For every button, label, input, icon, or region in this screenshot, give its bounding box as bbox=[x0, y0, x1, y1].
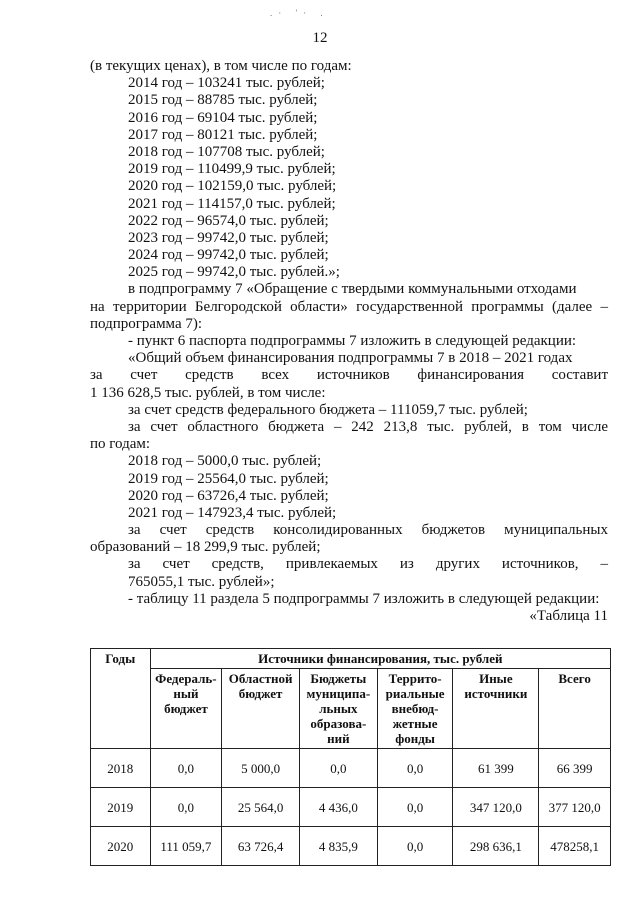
cell-other: 298 636,1 bbox=[453, 827, 539, 866]
table-row bbox=[91, 788, 611, 827]
text-line: - пункт 6 паспорта подпрограммы 7 изложить в следующей редакции: bbox=[128, 333, 577, 349]
text-line: (в текущих ценах), в том числе по годам: bbox=[90, 58, 352, 74]
text-line: 765055,1 тыс. рублей»; bbox=[128, 573, 275, 590]
text-line: 2022 год – 96574,0 тыс. рублей; bbox=[128, 212, 329, 229]
table-subheader-row bbox=[91, 669, 611, 749]
table-caption: «Таблица 11 bbox=[529, 608, 608, 624]
text-line: 2016 год – 69104 тыс. рублей; bbox=[128, 109, 318, 126]
header-years: Годы bbox=[91, 649, 151, 749]
header-other-sources: Иные источники bbox=[453, 669, 539, 749]
cell-federal: 0,0 bbox=[150, 749, 222, 788]
text-line: 2015 год – 88785 тыс. рублей; bbox=[128, 92, 318, 109]
header-sources: Источники финансирования, тыс. рублей bbox=[150, 649, 610, 669]
text-line: 2018 год – 5000,0 тыс. рублей; bbox=[128, 453, 322, 470]
text-line: 2020 год – 63726,4 тыс. рублей; bbox=[128, 487, 329, 504]
text-line: 2019 год – 25564,0 тыс. рублей; bbox=[128, 470, 329, 487]
header-total: Всего bbox=[539, 669, 611, 749]
text-line: - таблицу 11 раздела 5 подпрограммы 7 изложить в следующей редакции: bbox=[128, 590, 600, 607]
text-line: 1 136 628,5 тыс. рублей, в том числе: bbox=[90, 384, 326, 401]
cell-other: 347 120,0 bbox=[453, 788, 539, 827]
text-line: 2019 год – 110499,9 тыс. рублей; bbox=[128, 161, 336, 178]
text-line: 2018 год – 107708 тыс. рублей; bbox=[128, 143, 325, 160]
text-line: 2024 год – 99742,0 тыс. рублей; bbox=[128, 247, 329, 264]
header-municipal: Бюджеты муниципа- льных образова- ний bbox=[299, 669, 377, 749]
cell-regional: 5 000,0 bbox=[222, 749, 300, 788]
text-line: за счет областного бюджета – 242 213,8 тыс. рублей, в том числе bbox=[128, 418, 608, 435]
cell-municipal: 4 835,9 bbox=[299, 827, 377, 866]
cell-territorial: 0,0 bbox=[377, 788, 453, 827]
text-line: подпрограмма 7): bbox=[90, 315, 203, 332]
table-header-row bbox=[91, 649, 611, 669]
header-federal: Федераль- ный бюджет bbox=[150, 669, 222, 749]
text-line: в подпрограмму 7 «Обращение с твердыми коммунальными отходами bbox=[128, 281, 577, 298]
table-row bbox=[91, 827, 611, 866]
header-territorial-funds: Террито- риальные внебюд- жетные фонды bbox=[377, 669, 453, 749]
cell-federal: 111 059,7 bbox=[150, 827, 222, 866]
text-line: за счет средств, привлекаемых из других источников, – bbox=[128, 556, 608, 573]
cell-other: 61 399 bbox=[453, 749, 539, 788]
cell-total: 66 399 bbox=[539, 749, 611, 788]
header-regional: Областной бюджет bbox=[222, 669, 300, 749]
cell-year: 2019 bbox=[91, 788, 151, 827]
body-text bbox=[90, 58, 608, 625]
cell-municipal: 0,0 bbox=[299, 749, 377, 788]
text-line: 2025 год – 99742,0 тыс. рублей.»; bbox=[128, 264, 340, 281]
cell-federal: 0,0 bbox=[150, 788, 222, 827]
page-number: 12 bbox=[312, 30, 328, 46]
text-line: за счет средств федерального бюджета – 111059,7 тыс. рублей; bbox=[128, 401, 528, 418]
cell-regional: 63 726,4 bbox=[222, 827, 300, 866]
text-line: 2020 год – 102159,0 тыс. рублей; bbox=[128, 178, 337, 195]
text-line: по годам: bbox=[90, 436, 151, 453]
text-line: 2017 год – 80121 тыс. рублей; bbox=[128, 126, 318, 143]
text-line: 2014 год – 103241 тыс. рублей; bbox=[128, 75, 325, 92]
cell-territorial: 0,0 bbox=[377, 749, 453, 788]
text-line: за счет средств консолидированных бюджетов муниципальных bbox=[128, 522, 608, 539]
cell-territorial: 0,0 bbox=[377, 827, 453, 866]
text-line: образований – 18 299,9 тыс. рублей; bbox=[90, 539, 321, 556]
text-line: на территории Белгородской области» государственной программы (далее – bbox=[90, 298, 608, 315]
scan-marks: .· '· . bbox=[270, 8, 329, 18]
cell-year: 2020 bbox=[91, 827, 151, 866]
text-line: «Общий объем финансирования подпрограммы 7 в 2018 – 2021 годах bbox=[128, 350, 573, 367]
text-line: за счет средств всех источников финансирования составит bbox=[90, 367, 608, 384]
financing-table bbox=[90, 648, 611, 866]
table-row bbox=[91, 749, 611, 788]
text-line: 2023 год – 99742,0 тыс. рублей; bbox=[128, 229, 329, 246]
cell-total: 377 120,0 bbox=[539, 788, 611, 827]
text-line: 2021 год – 114157,0 тыс. рублей; bbox=[128, 195, 336, 212]
cell-total: 478258,1 bbox=[539, 827, 611, 866]
cell-municipal: 4 436,0 bbox=[299, 788, 377, 827]
cell-year: 2018 bbox=[91, 749, 151, 788]
cell-regional: 25 564,0 bbox=[222, 788, 300, 827]
text-line: 2021 год – 147923,4 тыс. рублей; bbox=[128, 504, 337, 521]
